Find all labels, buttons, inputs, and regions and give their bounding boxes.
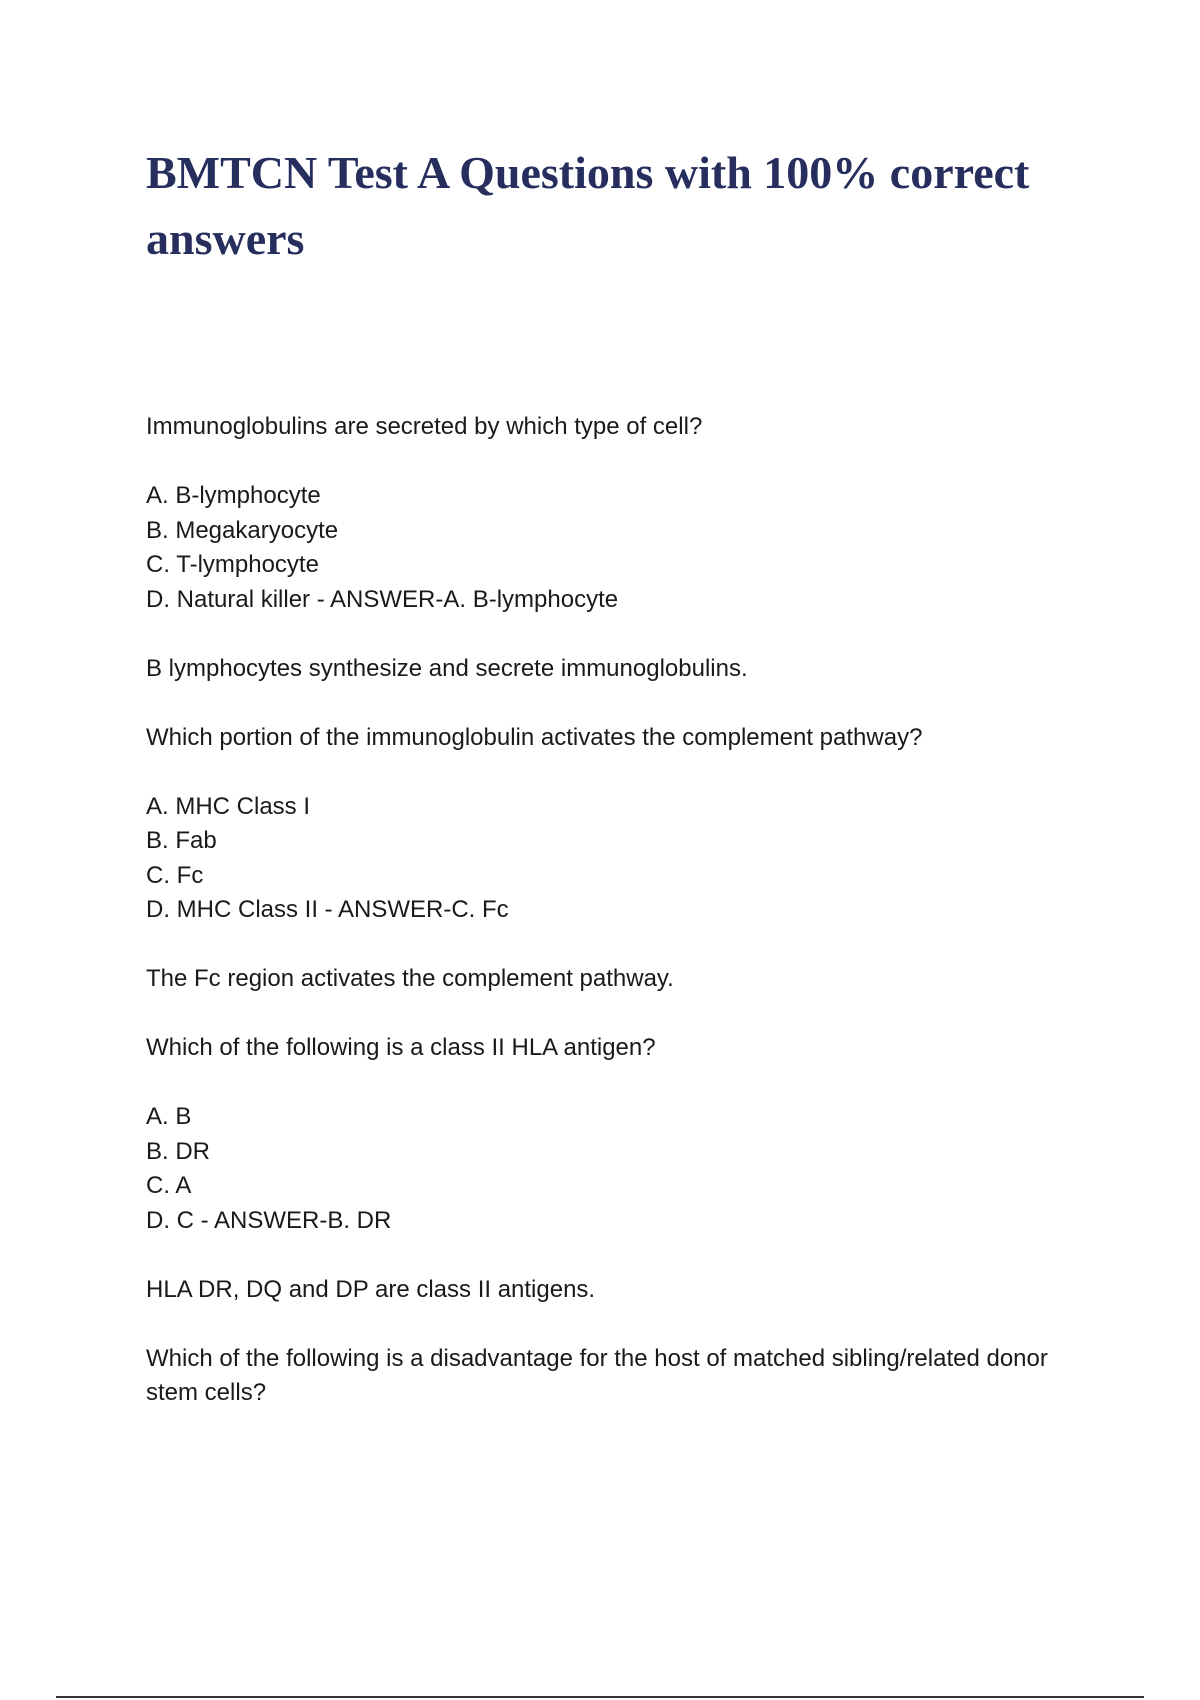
document-title: BMTCN Test A Questions with 100% correct answers — [146, 147, 1030, 264]
footer-divider — [56, 1696, 1144, 1698]
answer-option: B. DR — [146, 1137, 211, 1165]
question-text: Immunoglobulins are secreted by which type of cell? — [146, 413, 703, 440]
answer-option: D. MHC Class II - ANSWER-C. Fc — [146, 896, 509, 923]
answer-option: A. B-lymphocyte — [146, 482, 321, 509]
question-text: Which of the following is a class II HLA antigen? — [146, 1034, 656, 1061]
answer-option: B. Megakaryocyte — [146, 516, 339, 544]
answer-option: B. Fab — [146, 827, 217, 854]
answer-explanation: B lymphocytes synthesize and secrete immunoglobulins. — [146, 654, 748, 682]
answer-option: A. MHC Class I — [146, 792, 311, 820]
question-block-3 — [146, 1031, 1086, 1307]
answer-option: C. T-lymphocyte — [146, 551, 319, 578]
answer-options — [146, 790, 1086, 928]
question-block-2 — [146, 721, 1086, 997]
answer-option: C. A — [146, 1172, 192, 1199]
answer-options — [146, 479, 1086, 617]
document-body — [146, 410, 1086, 1445]
answer-options — [146, 1100, 1086, 1238]
answer-option: A. B — [146, 1103, 192, 1130]
question-block-1 — [146, 410, 1086, 686]
answer-explanation: The Fc region activates the complement pathway. — [146, 965, 674, 992]
answer-option: D. C - ANSWER-B. DR — [146, 1206, 392, 1234]
answer-explanation: HLA DR, DQ and DP are class II antigens. — [146, 1275, 596, 1303]
answer-option: D. Natural killer - ANSWER-A. B-lymphocyte — [146, 585, 619, 613]
question-text: Which portion of the immunoglobulin activates the complement pathway? — [146, 723, 923, 751]
question-block-4 — [146, 1342, 1086, 1411]
answer-option: C. Fc — [146, 861, 204, 889]
question-text: Which of the following is a disadvantage for the host of matched sibling/related donor stem cells? — [146, 1344, 1048, 1406]
